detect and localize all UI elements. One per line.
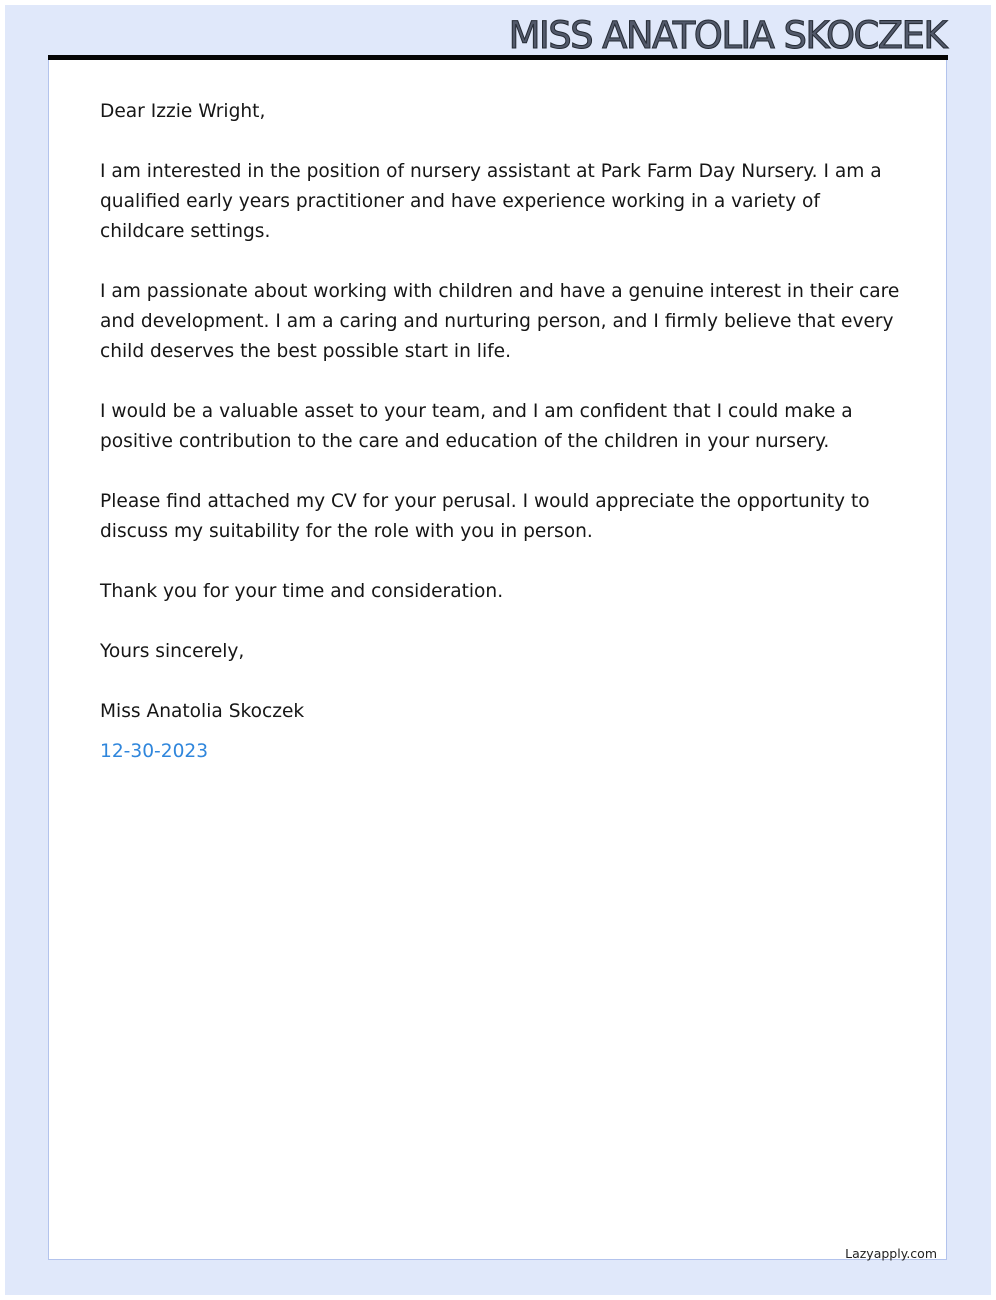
letter-body [100,97,900,767]
paragraph-thanks: Thank you for your time and consideration. [100,581,504,602]
letter-date: 12-30-2023 [100,741,209,762]
sender-name-heading: MISS ANATOLIA SKOCZEK [508,14,946,57]
paragraph-cv: Please find attached my CV for your perusal. I would appreciate the opportunity to discuss my suitability for the role with you in person. [100,491,870,542]
salutation: Dear Izzie Wright, [100,101,266,122]
closing: Yours sincerely, [100,641,245,662]
signature: Miss Anatolia Skoczek [100,701,305,722]
paragraph-interest: I am interested in the position of nursery assistant at Park Farm Day Nursery. I am a qualified early years practitioner and have experience working in a variety of childcare settings. [100,161,882,242]
paragraph-value: I would be a valuable asset to your team, and I am confident that I could make a positive contribution to the care and education of the children in your nursery. [100,401,853,452]
footer-watermark: Lazyapply.com [845,1246,937,1261]
paragraph-passion: I am passionate about working with children and have a genuine interest in their care and development. I am a caring and nurturing person, and I firmly believe that every child deserves the best possible start in life. [100,281,900,362]
